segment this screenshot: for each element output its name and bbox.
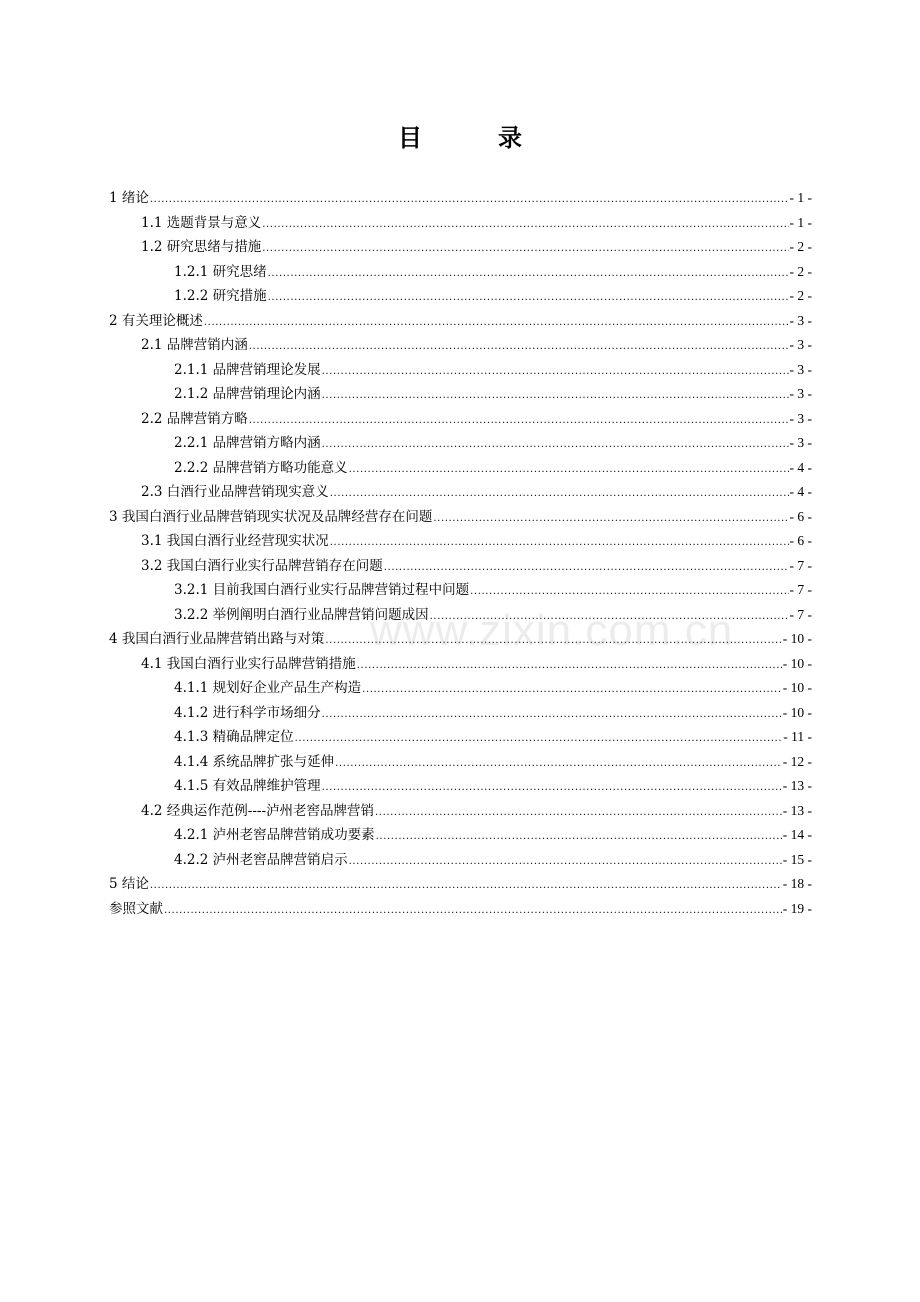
toc-entry[interactable] xyxy=(109,235,812,260)
toc-dot-leader xyxy=(322,703,782,728)
toc-dot-leader xyxy=(295,727,783,752)
toc-entry-page: - 1 - xyxy=(789,190,812,205)
toc-entry-page: - 3 - xyxy=(789,386,812,401)
toc-entry[interactable] xyxy=(109,676,812,701)
toc-entry[interactable] xyxy=(109,627,812,652)
toc-entry-page: - 7 - xyxy=(789,606,812,622)
toc-entry[interactable] xyxy=(109,872,812,897)
toc-dot-leader xyxy=(349,458,789,483)
toc-entry-label: 4.1.4 系统品牌扩张与延伸 xyxy=(174,753,335,770)
toc-entry-label: 4.1.3 精确品牌定位 xyxy=(174,729,294,745)
toc-entry[interactable] xyxy=(109,750,812,775)
toc-entry[interactable] xyxy=(109,848,812,873)
toc-entry[interactable] xyxy=(109,505,812,530)
toc-entry-label: 参照文献 xyxy=(109,900,163,917)
toc-entry[interactable] xyxy=(109,407,812,432)
toc-entry-label: 4.1.1 规划好企业产品生产构造 xyxy=(174,680,362,696)
toc-entry[interactable] xyxy=(109,554,812,579)
toc-dot-leader xyxy=(335,752,782,777)
toc-entry[interactable] xyxy=(109,823,812,848)
toc-entry-label: 2.2.1 品牌营销方略内涵 xyxy=(174,435,321,451)
toc-dot-leader xyxy=(330,531,789,556)
toc-dot-leader xyxy=(322,776,782,801)
toc-dot-leader xyxy=(164,899,782,924)
toc-dot-leader xyxy=(249,409,789,434)
toc-entry[interactable] xyxy=(109,603,812,628)
toc-dot-leader xyxy=(433,507,788,532)
toc-entry-label: 3.1 我国白酒行业经营现实状况 xyxy=(141,533,329,549)
toc-entry-label: 4.1.5 有效品牌维护管理 xyxy=(174,778,321,794)
toc-dot-leader xyxy=(470,580,788,605)
toc-entry-page: - 3 - xyxy=(789,435,812,450)
watermark: www.zixin.com.cn xyxy=(370,606,734,655)
toc-entry-label: 4.2.1 泸州老窖品牌营销成功要素 xyxy=(174,827,375,843)
toc-dot-leader xyxy=(204,311,789,336)
toc-entry[interactable] xyxy=(109,652,812,677)
toc-entry-page: - 4 - xyxy=(789,459,812,475)
toc-entry-label: 3.2 我国白酒行业实行品牌营销存在问题 xyxy=(141,557,383,574)
toc-entry-label: 2.1 品牌营销内涵 xyxy=(141,337,248,353)
toc-entry[interactable] xyxy=(109,725,812,750)
toc-dot-leader xyxy=(322,433,789,458)
toc-entry[interactable] xyxy=(109,382,812,407)
page-title: 目 录 xyxy=(398,123,548,152)
toc-entry-page: - 2 - xyxy=(789,239,812,254)
toc-entry[interactable] xyxy=(109,456,812,481)
toc-entry-page: - 6 - xyxy=(789,533,812,548)
toc-entry[interactable] xyxy=(109,897,812,922)
toc-entry-label: 1.2 研究思绪与措施 xyxy=(141,239,262,255)
toc-entry[interactable] xyxy=(109,799,812,824)
toc-entry[interactable] xyxy=(109,211,812,236)
toc-entry-label: 4.1.2 进行科学市场细分 xyxy=(174,704,321,721)
toc-entry-page: - 10 - xyxy=(782,680,812,695)
toc-dot-leader xyxy=(262,237,788,262)
toc-entry-page: - 15 - xyxy=(782,851,812,867)
toc-entry[interactable] xyxy=(109,186,812,211)
toc-dot-leader xyxy=(150,874,782,899)
toc-entry-label: 2.1.2 品牌营销理论内涵 xyxy=(174,386,321,402)
table-of-contents xyxy=(109,186,812,921)
toc-entry-label: 4.2.2 泸州老窖品牌营销启示 xyxy=(174,851,348,868)
toc-entry-page: - 2 - xyxy=(789,288,812,303)
toc-entry-label: 2.2.2 品牌营销方略功能意义 xyxy=(174,459,348,476)
toc-entry[interactable] xyxy=(109,529,812,554)
toc-dot-leader xyxy=(357,654,782,679)
toc-entry-page: - 3 - xyxy=(789,361,812,377)
toc-entry-label: 3 我国白酒行业品牌营销现实状况及品牌经营存在问题 xyxy=(109,508,433,525)
toc-entry-page: - 10 - xyxy=(782,655,812,671)
toc-entry-page: - 3 - xyxy=(789,410,812,426)
toc-entry[interactable] xyxy=(109,260,812,285)
toc-dot-leader xyxy=(322,384,789,409)
toc-dot-leader xyxy=(249,335,789,360)
toc-entry-page: - 6 - xyxy=(789,508,812,524)
toc-entry[interactable] xyxy=(109,578,812,603)
toc-entry-page: - 2 - xyxy=(789,263,812,279)
toc-entry-page: - 13 - xyxy=(782,802,812,818)
toc-entry-label: 5 结论 xyxy=(109,876,149,892)
toc-entry-page: - 7 - xyxy=(789,557,812,573)
toc-dot-leader xyxy=(376,825,782,850)
toc-dot-leader xyxy=(384,556,789,581)
toc-entry-page: - 10 - xyxy=(782,631,812,646)
toc-entry-page: - 1 - xyxy=(789,214,812,230)
toc-entry-page: - 3 - xyxy=(789,337,812,352)
toc-entry-page: - 18 - xyxy=(782,876,812,891)
toc-entry[interactable] xyxy=(109,701,812,726)
toc-entry-label: 4 我国白酒行业品牌营销出路与对策 xyxy=(109,631,325,647)
toc-entry[interactable] xyxy=(109,774,812,799)
toc-entry-page: - 11 - xyxy=(783,729,812,744)
toc-entry-page: - 7 - xyxy=(789,582,812,597)
toc-entry-label: 4.2 经典运作范例----泸州老窖品牌营销 xyxy=(141,802,375,819)
toc-entry-page: - 12 - xyxy=(782,753,812,769)
toc-dot-leader xyxy=(150,188,789,213)
toc-entry-label: 2.3 白酒行业品牌营销现实意义 xyxy=(141,484,329,500)
toc-entry-label: 1 绪论 xyxy=(109,190,149,206)
toc-entry[interactable] xyxy=(109,358,812,383)
toc-entry-label: 2 有关理论概述 xyxy=(109,312,203,329)
toc-entry-label: 1.2.1 研究思绪 xyxy=(174,263,267,280)
toc-dot-leader xyxy=(262,213,788,238)
toc-dot-leader xyxy=(325,629,781,654)
toc-dot-leader xyxy=(362,678,782,703)
toc-entry-label: 1.1 选题背景与意义 xyxy=(141,214,262,231)
toc-entry[interactable] xyxy=(109,480,812,505)
toc-dot-leader xyxy=(349,850,782,875)
toc-dot-leader xyxy=(268,286,789,311)
toc-dot-leader xyxy=(268,262,789,287)
toc-entry[interactable] xyxy=(109,284,812,309)
toc-entry[interactable] xyxy=(109,431,812,456)
toc-dot-leader xyxy=(330,482,789,507)
toc-entry-page: - 13 - xyxy=(782,778,812,793)
toc-entry-page: - 14 - xyxy=(782,827,812,842)
toc-entry[interactable] xyxy=(109,333,812,358)
toc-entry-label: 1.2.2 研究措施 xyxy=(174,288,267,304)
toc-entry-page: - 19 - xyxy=(782,900,812,916)
toc-dot-leader xyxy=(430,605,789,630)
toc-entry-label: 4.1 我国白酒行业实行品牌营销措施 xyxy=(141,655,356,672)
toc-entry-page: - 4 - xyxy=(789,484,812,499)
toc-entry[interactable] xyxy=(109,309,812,334)
toc-entry-page: - 3 - xyxy=(789,312,812,328)
toc-entry-label: 2.2 品牌营销方略 xyxy=(141,410,248,427)
toc-dot-leader xyxy=(375,801,782,826)
toc-entry-label: 3.2.1 目前我国白酒行业实行品牌营销过程中问题 xyxy=(174,582,470,598)
toc-entry-page: - 10 - xyxy=(782,704,812,720)
toc-entry-label: 2.1.1 品牌营销理论发展 xyxy=(174,361,321,378)
toc-entry-label: 3.2.2 举例阐明白酒行业品牌营销问题成因 xyxy=(174,606,429,623)
toc-dot-leader xyxy=(322,360,789,385)
